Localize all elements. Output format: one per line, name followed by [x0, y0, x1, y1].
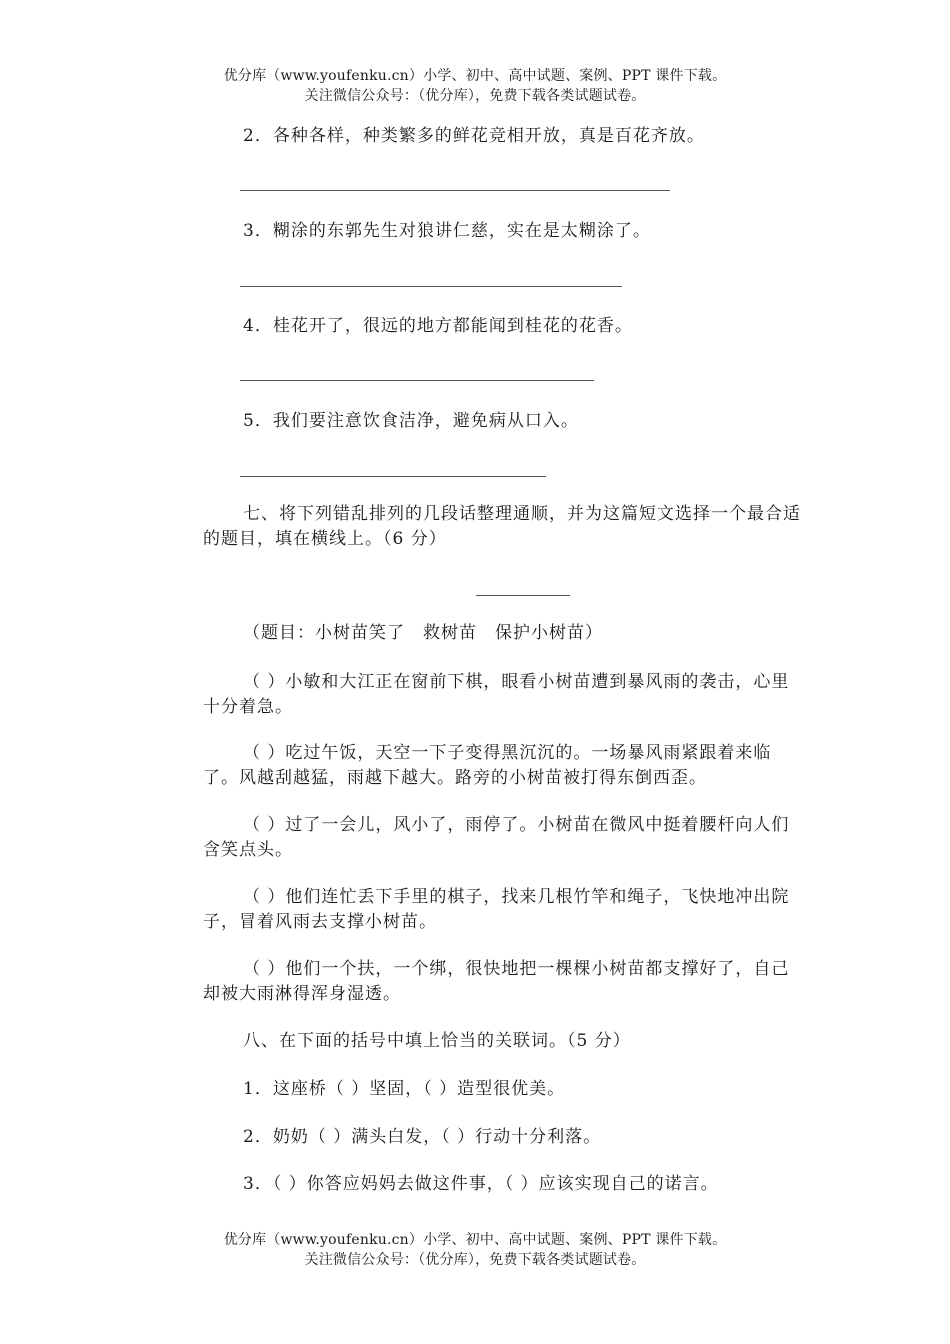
- story-paragraph-1: （ ）小敏和大江正在窗前下棋，眼看小树苗遭到暴风雨的袭击，心里十分着急。: [203, 672, 790, 717]
- header-line-1: 优分库（www.youfenku.cn）小学、初中、高中试题、案例、PPT 课件下载。: [223, 68, 727, 84]
- question-8-3: 3．（ ）你答应妈妈去做这件事，（ ）应该实现自己的诺言。: [243, 1174, 719, 1194]
- question-8-1: 1．这座桥（ ）坚固，（ ）造型很优美。: [243, 1079, 566, 1099]
- answer-blank-6-4[interactable]: [240, 380, 594, 381]
- section-7-heading: 七、将下列错乱排列的几段话整理通顺，并为这篇短文选择一个最合适的题目，填在横线上。（6 分）: [203, 504, 801, 549]
- title-options: （题目：小树苗笑了 救树苗 保护小树苗）: [243, 623, 603, 643]
- story-paragraph-4: （ ）他们连忙丢下手里的棋子，找来几根竹竿和绳子，飞快地冲出院子，冒着风雨去支撑小树苗。: [203, 887, 790, 932]
- page-header: [0, 66, 950, 106]
- story-paragraph-3: （ ）过了一会儿，风小了，雨停了。小树苗在微风中挺着腰杆向人们含笑点头。: [203, 815, 790, 860]
- story-paragraph-2: （ ）吃过午饭，天空一下子变得黑沉沉的。一场暴风雨紧跟着来临了。风越刮越猛，雨越下越大。路旁的小树苗被打得东倒西歪。: [203, 743, 772, 788]
- answer-blank-6-3[interactable]: [240, 286, 622, 287]
- question-6-5: 5．我们要注意饮食洁净，避免病从口入。: [243, 411, 579, 431]
- footer-line-1: 优分库（www.youfenku.cn）小学、初中、高中试题、案例、PPT 课件下载。: [223, 1232, 727, 1248]
- section-8-heading: 八、在下面的括号中填上恰当的关联词。（5 分）: [243, 1031, 631, 1051]
- question-8-2: 2．奶奶（ ）满头白发，（ ）行动十分利落。: [243, 1127, 602, 1147]
- header-line-2: 关注微信公众号：（优分库），免费下载各类试题试卷。: [304, 88, 646, 104]
- question-6-4: 4．桂花开了，很远的地方都能闻到桂花的花香。: [243, 316, 633, 336]
- footer-line-2: 关注微信公众号：（优分库），免费下载各类试题试卷。: [304, 1252, 646, 1268]
- answer-blank-6-5[interactable]: [240, 476, 546, 477]
- question-6-3: 3．糊涂的东郭先生对狼讲仁慈，实在是太糊涂了。: [243, 221, 651, 241]
- story-paragraph-5: （ ）他们一个扶，一个绑，很快地把一棵棵小树苗都支撑好了，自己却被大雨淋得浑身湿透。: [203, 959, 790, 1004]
- answer-blank-6-2[interactable]: [240, 190, 670, 191]
- title-answer-blank[interactable]: [476, 595, 570, 596]
- question-6-2: 2．各种各样，种类繁多的鲜花竞相开放，真是百花齐放。: [243, 126, 705, 146]
- page-footer: [0, 1230, 950, 1270]
